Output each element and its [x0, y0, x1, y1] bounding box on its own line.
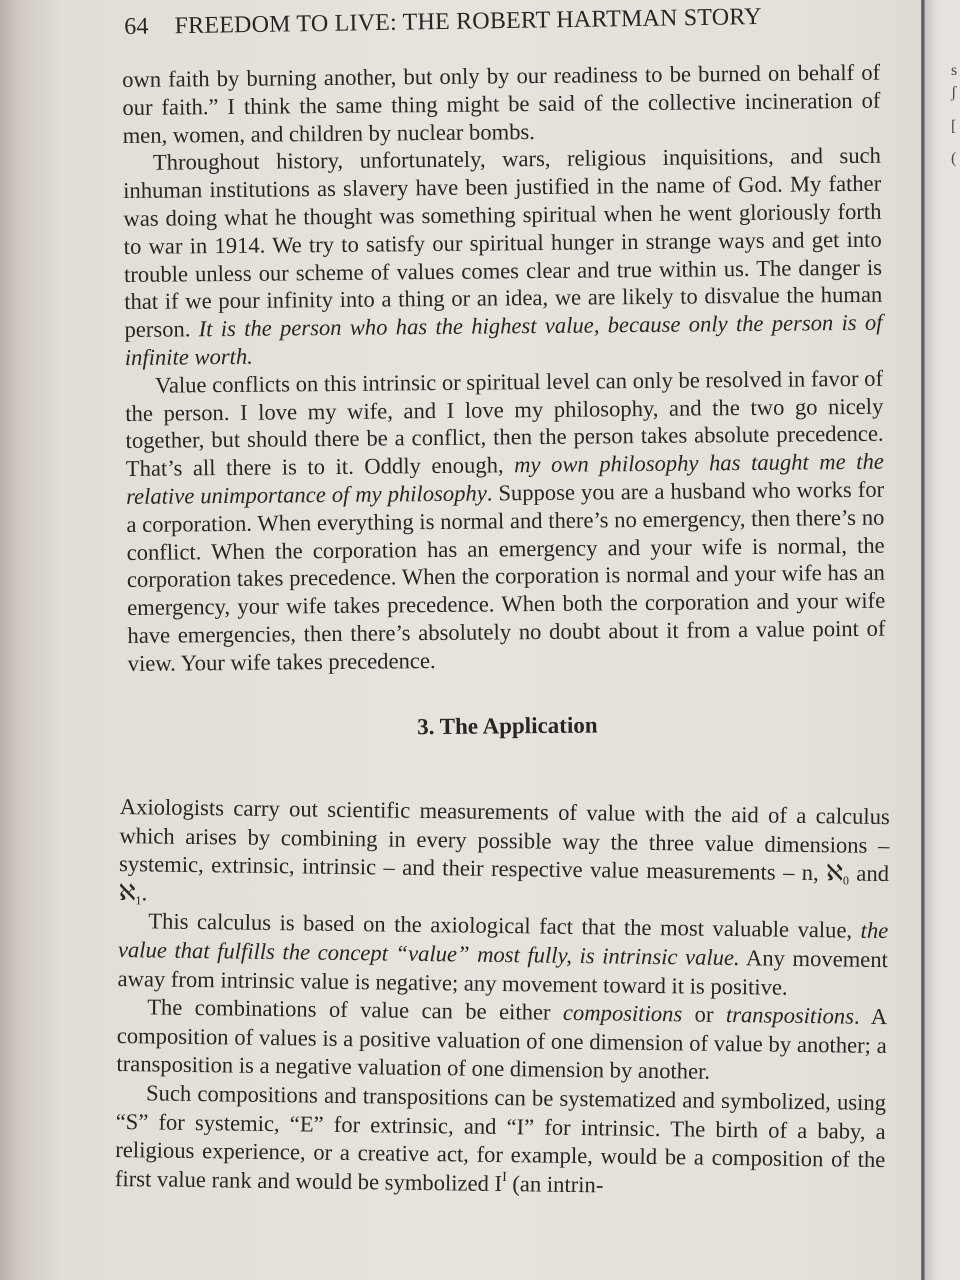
paragraph-text: This calculus is based on the axiological fact that the most valuable value,: [148, 908, 861, 944]
running-title: FREEDOM TO LIVE: THE ROBERT HARTMAN STORY: [174, 3, 762, 40]
superscript: I: [502, 1169, 507, 1185]
paragraph: [122, 59, 881, 150]
facing-page: [925, 0, 960, 1280]
emphasis-text: my own philosophy has taught me the relative unimportance of my philosophy: [126, 448, 884, 509]
paragraph-text: Such compositions and transpositions can be systematized and symbolized, using “S” for systemic, “E” for extrinsic, and “I” for intrinsic. The birth of a baby, a religious experience, or a creative act, for example, would be a composition of the first value rank and would be symbolized I: [114, 1080, 887, 1196]
paragraph-text: and: [848, 860, 890, 887]
subscript: 0: [842, 873, 849, 888]
paragraph-text: Throughout history, unfortunately, wars, religious inquisitions, and such inhuman institutions as slavery have been justified in the name of God. My father was doing what he thought was something spiritual when he went gloriously forth to war in 1914. We try to satisfy our spiritual hunger in strange ways and get into trouble unless our scheme of values comes clear and true within us. The danger is that if we pour infinity into a thing or an idea, we are likely to disvalue the human person.: [123, 143, 883, 343]
facing-page-glyph: ʃ: [951, 84, 957, 101]
paragraph: [115, 1079, 886, 1203]
paragraph-text: Value conflicts on this intrinsic or spiritual level can only be resolved in favor of the person. I love my wife, and I love my philosophy, and the two go nicely together, but should there be a conflict, then the person takes absolute precedence. That’s all there is to it. Oddly enough,: [125, 365, 884, 482]
paragraph: [123, 142, 883, 372]
emphasis-text: transpositions: [725, 1002, 855, 1029]
paragraph-text: The combinations of value can be either: [147, 994, 564, 1025]
paragraph-text: own faith by burning another, but only by our readiness to be burned on behalf of our faith.” I think the same thing might be said of the collective incineration of men, women, and children by nuclear bombs.: [122, 59, 881, 148]
facing-page-glyph: (: [951, 150, 957, 167]
subscript: 1: [135, 892, 142, 908]
section-heading: 3. The Application: [417, 711, 598, 739]
body-text-lower: [115, 793, 890, 1203]
emphasis-text: compositions: [562, 999, 683, 1027]
paragraph-text: (an intrin-: [506, 1170, 604, 1198]
emphasis-text: the value that fulfills the concept “value” most fully, is intrinsic value.: [117, 918, 889, 971]
aleph-symbol: ℵ: [118, 879, 136, 905]
paragraph-text: Axiologists carry out scientific measurements of value with the aid of a calculus which arises by combining in every possible way the three value dimensions – systemic, extrinsic, intrinsic – and their respective value measurements – n,: [118, 793, 890, 886]
paragraph: [125, 364, 886, 677]
paragraph-text: Any movement away from intrinsic value is negative; any movement toward it is positive.: [117, 945, 889, 1000]
emphasis-text: It is the person who has the highest value, because only the person is of infinite worth.: [124, 309, 883, 370]
paragraph-text: .: [141, 880, 148, 906]
paragraph: [119, 793, 890, 917]
paragraph: [117, 907, 888, 1003]
facing-page-glyph: [: [951, 118, 957, 135]
page-number: 64: [124, 13, 149, 40]
aleph-symbol: ℵ: [825, 860, 844, 886]
body-text-upper: [122, 59, 887, 780]
paragraph-text: . A composition of values is a positive valuation of one dimension of value by another; a transposition is a negative valuation of one dimension by another.: [116, 1003, 888, 1085]
facing-page-glyph: s: [951, 62, 958, 79]
paragraph-text: or: [682, 1001, 727, 1028]
paragraph-text: . Suppose you are a husband who works for a corporation. When everything is normal and there’s no emergency, then there’s no conflict. When the corporation has an emergency and your wife is normal, the corporation takes precedence. When the corporation is normal and your wife has an emergency, your wife takes precedence. When both the corporation and your wife have emergencies, then there’s absolutely no doubt about it from a value point of view. Your wife takes precedence.: [126, 476, 886, 676]
paragraph: [116, 993, 887, 1089]
